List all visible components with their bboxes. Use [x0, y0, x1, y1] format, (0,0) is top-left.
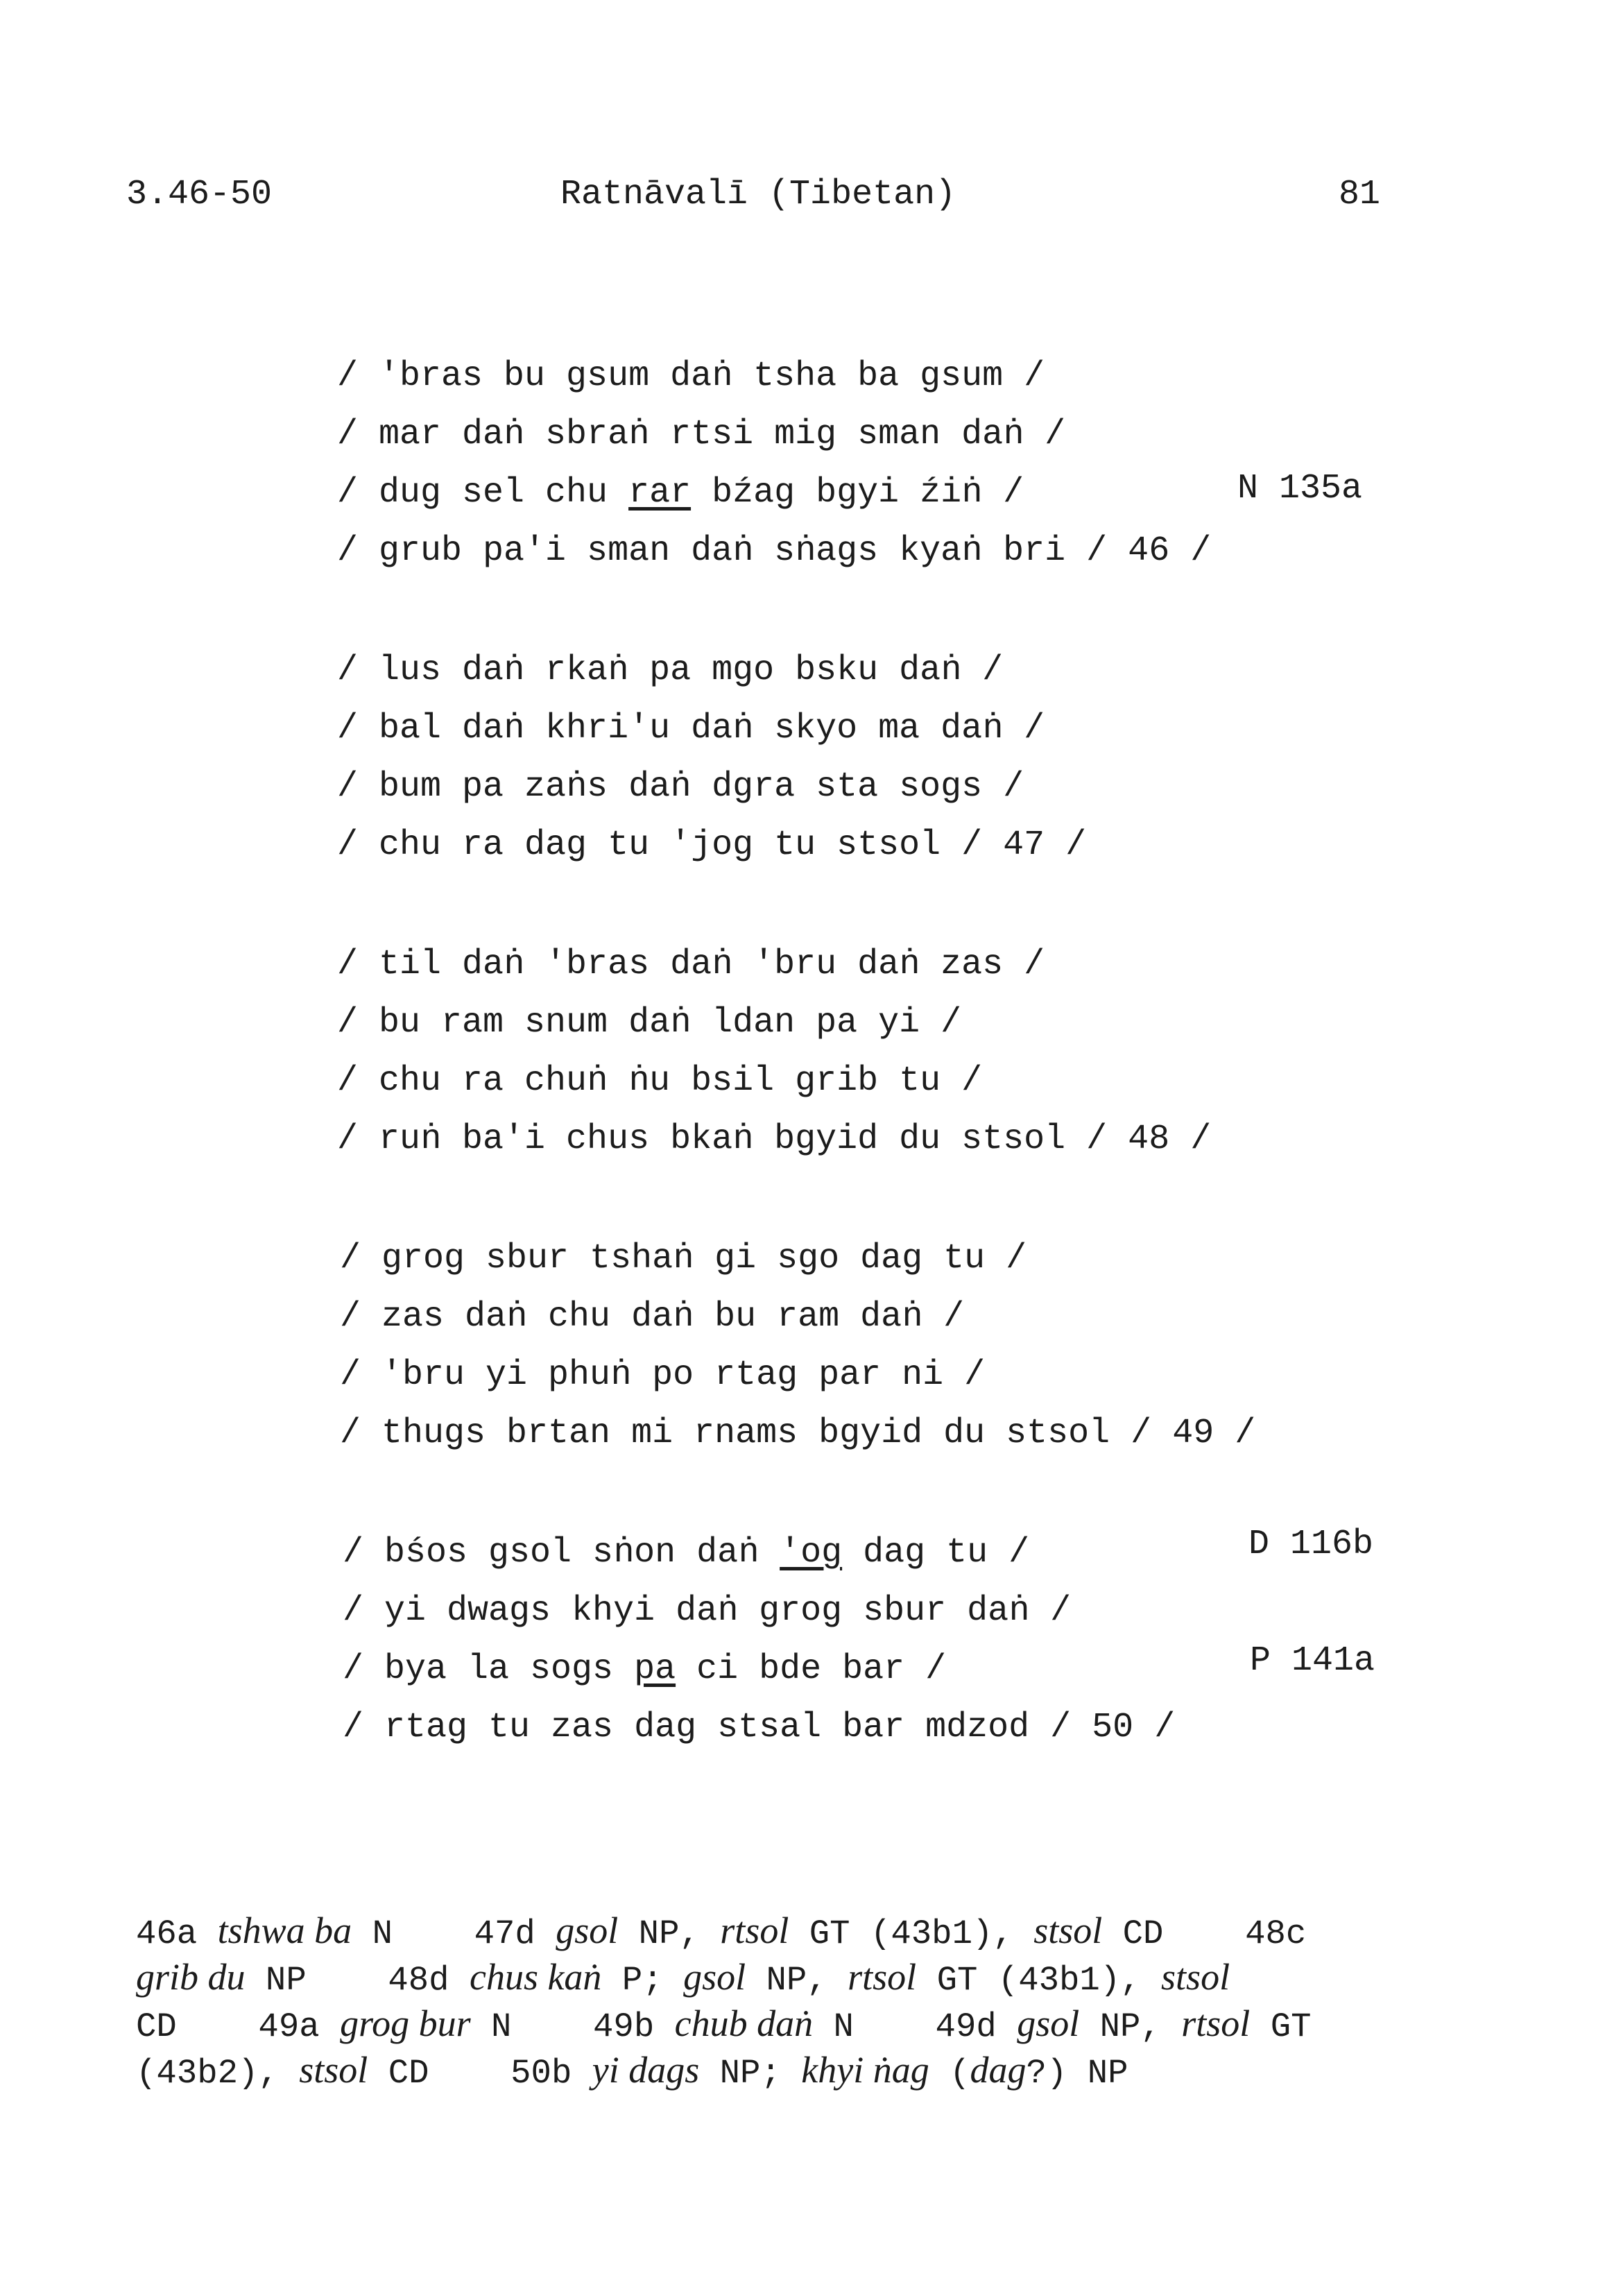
- apparatus-line: (43b2), stsol CD 50b yi dags NP; khyi ṅag (dag?) NP: [136, 2049, 1128, 2093]
- verse-line: / chu ra dag tu 'jog tu stsol / 47 /: [337, 825, 1087, 865]
- underlined-word: 'og: [780, 1533, 843, 1573]
- verse-line: / rtag tu zas dag stsal bar mdzod / 50 /: [343, 1708, 1176, 1747]
- page-number: 81: [1339, 175, 1381, 214]
- folio-reference: N 135a: [1237, 469, 1363, 508]
- verse-line: / thugs brtan mi rnams bgyid du stsol / 49 /: [340, 1414, 1256, 1453]
- verse-line: / til daṅ 'bras daṅ 'bru daṅ zas /: [337, 945, 1045, 984]
- apparatus-line: CD 49a grog bur N 49b chub daṅ N 49d gsol NP, rtsol GT: [136, 2003, 1312, 2046]
- verse-line: / bal daṅ khri'u daṅ skyo ma daṅ /: [337, 709, 1045, 748]
- folio-reference: P 141a: [1250, 1641, 1375, 1681]
- section-range: 3.46-50: [126, 175, 273, 214]
- verse-line: / bya la sogs pa ci bde bar /: [343, 1650, 947, 1689]
- verse-line: / mar daṅ sbraṅ rtsi mig sman daṅ /: [337, 415, 1066, 454]
- verse-line: / 'bras bu gsum daṅ tsha ba gsum /: [337, 357, 1045, 396]
- apparatus-line: 46a tshwa ba N 47d gsol NP, rtsol GT (43b1), stsol CD 48c: [136, 1910, 1307, 1953]
- verse-line: / grub pa'i sman daṅ sṅags kyaṅ bri / 46 /: [337, 531, 1212, 571]
- verse-line: / lus daṅ rkaṅ pa mgo bsku daṅ /: [337, 651, 1004, 690]
- verse-line: / grog sbur tshaṅ gi sgo dag tu /: [340, 1239, 1027, 1278]
- critical-apparatus: [136, 1909, 1488, 2095]
- verse-line: / bu ram snum daṅ ldan pa yi /: [337, 1003, 962, 1043]
- verse-line: / ruṅ ba'i chus bkaṅ bgyid du stsol / 48 /: [337, 1120, 1212, 1159]
- verse-line: / dug sel chu rar bźag bgyi źiṅ /: [337, 473, 1024, 513]
- verse-line: / bśos gsol sṅon daṅ 'og dag tu /: [343, 1533, 1030, 1573]
- verse-line: / 'bru yi phuṅ po rtag par ni /: [340, 1355, 986, 1395]
- verse-line: / bum pa zaṅs daṅ dgra sta sogs /: [337, 767, 1024, 807]
- verse-line: / zas daṅ chu daṅ bu ram daṅ /: [340, 1297, 965, 1337]
- apparatus-line: grib du NP 48d chus kaṅ P; gsol NP, rtsol GT (43b1), stsol: [136, 1956, 1230, 2000]
- folio-reference: D 116b: [1248, 1525, 1374, 1564]
- verse-line: / chu ra chuṅ ṅu bsil grib tu /: [337, 1061, 983, 1101]
- verse-line: / yi dwags khyi daṅ grog sbur daṅ /: [343, 1591, 1072, 1631]
- underlined-word: pa: [634, 1650, 676, 1689]
- underlined-word: rar: [628, 473, 692, 513]
- running-title: Ratnāvalī (Tibetan): [560, 175, 956, 214]
